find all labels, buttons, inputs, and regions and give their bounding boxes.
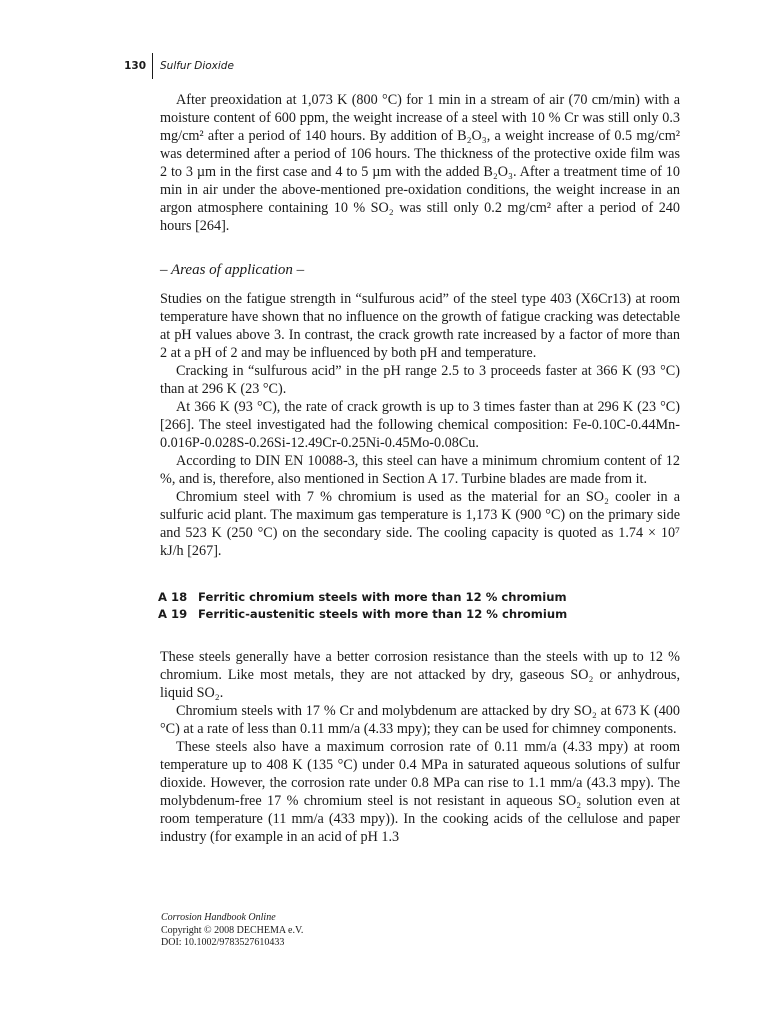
footer-doi: DOI: 10.1002/9783527610433 (161, 937, 285, 948)
footer-copyright: Copyright © 2008 DECHEMA e.V. (161, 924, 304, 936)
paragraph: These steels also have a maximum corrosion rate of 0.11 mm/a (4.33 mpy) at room temperature up to 408 K (135 °C) under 0.4 MPa in saturated aqueous solutions of sulfur dioxide. However, the corrosion rate under 0.8 MPa can rise to 1.1 mm/a (43.3 mpy). The molybdenum-free 17 % chromium steel is not resistant in aqueous SO₂ solution even at room temperature (11 mm/a (433 mpy)). In the cooking acids of the cellulose and paper industry (for example in an acid of pH 1.3 (160, 739, 680, 845)
paragraph: Chromium steels with 17 % Cr and molybdenum are attacked by dry SO₂ at 673 K (400 °C) at a rate of less than 0.11 mm/a (4.33 mpy); they can be used for chimney components. (160, 703, 680, 737)
subsection-number: A 19 (158, 607, 188, 621)
page-number: 130 (124, 60, 146, 72)
paragraph: Cracking in “sulfurous acid” in the pH range 2.5 to 3 proceeds faster at 366 K (93 °C) than at 296 K (23 °C). (160, 363, 680, 397)
paragraph: After preoxidation at 1,073 K (800 °C) for 1 min in a stream of air (70 cm/min) with a moisture content of 600 ppm, the weight increase of a steel with 10 % Cr was still only 0.3 mg/cm² after a period of 140 hours. By addition of B₂O₃, a weight increase of 0.5 mg/cm² was determined after a period of 106 hours. The thickness of the protective oxide film was 2 to 3 µm in the first case and 4 to 5 µm with the added B₂O₃. After a treatment time of 10 min in air under the above-mentioned pre-oxidation conditions, the weight increase in an argon atmosphere containing 10 % SO₂ was still only 0.2 mg/cm² after a period of 240 hours [264]. (160, 92, 680, 234)
paragraph: Studies on the fatigue strength in “sulfurous acid” of the steel type 403 (X6Cr13) at room temperature have shown that no influence on the growth of fatigue cracking was detectable at pH values above 3. In contrast, the crack growth rate increased by a factor of more than 2 at a pH of 2 and may be influenced by both pH and temperature. (160, 291, 680, 361)
running-head (110, 53, 234, 79)
running-title: Sulfur Dioxide (160, 60, 234, 72)
subsection-heading (158, 589, 680, 606)
subsection-title: Ferritic-austenitic steels with more than 12 % chromium (198, 607, 568, 621)
section-heading: – Areas of application – (160, 262, 305, 278)
subsection-heading (158, 606, 680, 623)
footer-journal: Corrosion Handbook Online (161, 912, 276, 923)
paragraph: Chromium steel with 7 % chromium is used as the material for an SO₂ cooler in a sulfuric acid plant. The maximum gas temperature is 1,173 K (900 °C) on the primary side and 523 K (250 °C) on the secondary side. The cooling capacity is quoted as 1.74 × 10⁷ kJ/h [267]. (160, 489, 680, 559)
subsection-headings (158, 589, 680, 623)
paragraph: According to DIN EN 10088-3, this steel can have a minimum chromium content of 12 %, and is, therefore, also mentioned in Section A 17. Turbine blades are made from it. (160, 453, 680, 487)
subsection-number: A 18 (158, 590, 188, 604)
paragraph: These steels generally have a better corrosion resistance than the steels with up to 12 % chromium. Like most metals, they are not attacked by dry, gaseous SO₂ or anhydrous, liquid SO₂. (160, 649, 680, 701)
body-text (160, 91, 680, 846)
page-footer (161, 912, 303, 950)
subsection-title: Ferritic chromium steels with more than 12 % chromium (198, 590, 567, 604)
paragraph: At 366 K (93 °C), the rate of crack growth is up to 3 times faster than at 296 K (23 °C) [266]. The steel investigated had the following chemical composition: Fe-0.10C-0.44Mn-0.016P-0.028S-0.26Si-12.49Cr-0.25Ni-0.45Mo-0.08Cu. (160, 399, 680, 451)
